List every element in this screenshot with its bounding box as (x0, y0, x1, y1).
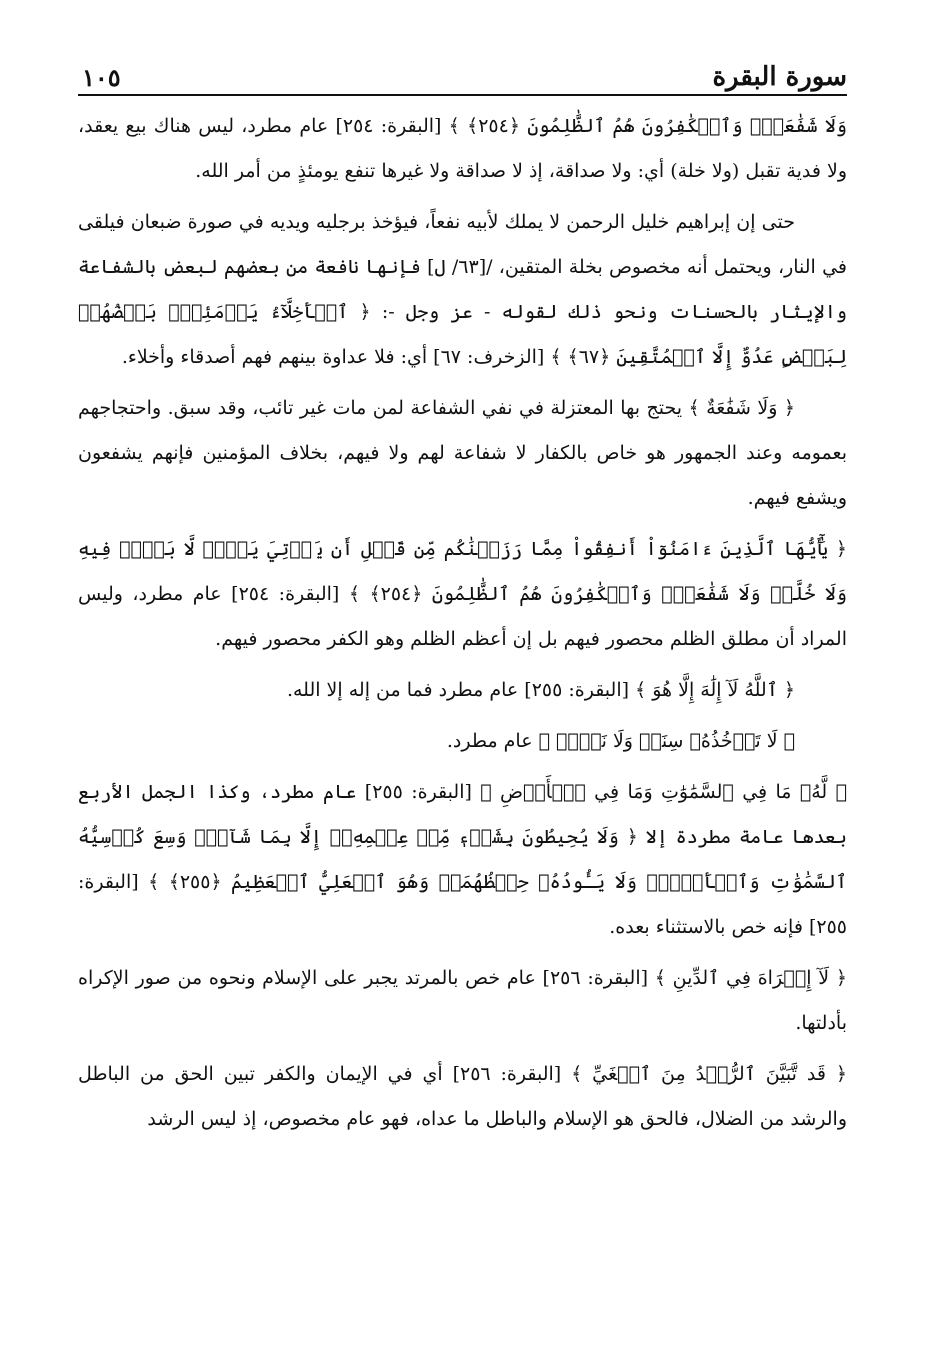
paragraph-8: ﴿ لَآ إِكۡرَاهَ فِي ٱلدِّينِ ﴾ [البقرة: ٢٥٦] عام خص بالمرتد يجبر على الإسلام ونحوه من صور الإكراه بأدلتها. (78, 967, 847, 1034)
paragraph-9: ﴿ قَد تَّبَيَّنَ ٱلرُّشۡدُ مِنَ ٱلۡغَيِّ ﴾ [البقرة: ٢٥٦] أي في الإيمان والكفر تبين الحق من الباطل والرشد من الضلال، فالحق هو الإسلام والباطل ما عداه، فهو عام مخصوص، إذ ليس الرشد (78, 1063, 847, 1130)
paragraph-4: ﴿ يَٰٓأَيُّهَا ٱلَّذِينَ ءَامَنُوٓاْ أَنفِقُواْ مِمَّا رَزَقۡنَٰكُم مِّن قَبۡلِ أَن يَأۡتِيَ يَوۡمٞ لَّا بَيۡعٞ فِيهِ وَلَا خُلَّةٞ وَلَا شَفَٰعَةٌۗ وَٱلۡكَٰفِرُونَ هُمُ ٱلظَّٰلِمُونَ ﴿٢٥٤﴾ ﴾ [البقرة: ٢٥٤] عام مطرد، وليس المراد أن مطلق الظلم محصور فيهم بل إن أعظم الظلم وهو الكفر محصور فيهم. (78, 538, 847, 650)
page-number: ١٠٥ (82, 63, 121, 92)
paragraph-1: وَلَا شَفَٰعَةٌۗ وَٱلۡكَٰفِرُونَ هُمُ ٱلظَّٰلِمُونَ ﴿٢٥٤﴾ ﴾ [البقرة: ٢٥٤] عام مطرد، ليس هناك بيع يعقد، ولا فدية تقبل (ولا خلة) أي: ولا صداقة، إذ لا صداقة ولا غيرها تنفع يومئذٍ من أمر الله. (78, 115, 847, 182)
paragraph-7: ﴿ لَّهُۥ مَا فِي ٱلسَّمَٰوَٰتِ وَمَا فِي ٱلۡأَرۡضِ ﴾ [البقرة: ٢٥٥] عام مطرد، وكذا الجمل الأربع بعدها عامة مطردة إلا ﴿ وَلَا يُحِيطُونَ بِشَيۡءٖ مِّنۡ عِلۡمِهِۦٓ إِلَّا بِمَا شَآءَۚ وَسِعَ كُرۡسِيُّهُ ٱلسَّمَٰوَٰتِ وَٱلۡأَرۡضَۖ وَلَا يَـُٔودُهُۥ حِفۡظُهُمَاۚ وَهُوَ ٱلۡعَلِيُّ ٱلۡعَظِيمُ ﴿٢٥٥﴾ ﴾ [البقرة: ٢٥٥] فإنه خص بالاستثناء بعده. (78, 781, 847, 938)
surah-title: سورة البقرة (712, 62, 847, 92)
page-header (78, 48, 847, 96)
paragraph-3: ﴿ وَلَا شَفَٰعَةٌ ﴾ يحتج بها المعتزلة في نفي الشفاعة لمن مات غير تائب، وقد سبق. واحتجاجهم بعمومه وعند الجمهور هو خاص بالكفار لا شفاعة لهم ولا فيهم، بخلاف المؤمنين فإنهم يشفعون ويشفع فيهم. (78, 397, 847, 509)
paragraph-6: ﴿ لَا تَأۡخُذُهُۥ سِنَةٞ وَلَا نَوۡمٞ ﴾ عام مطرد. (446, 730, 795, 752)
page-body (78, 104, 847, 1142)
paragraph-5: ﴿ ٱللَّهُ لَآ إِلَٰهَ إِلَّا هُوَ ﴾ [البقرة: ٢٥٥] عام مطرد فما من إله إلا الله. (286, 679, 795, 701)
paragraph-2: حتى إن إبراهيم خليل الرحمن لا يملك لأبيه نفعاً، فيؤخذ برجليه ويديه في صورة ضبعان فيلقى في النار، ويحتمل أنه مخصوص بخلة المتقين، /[٦٣/ ل] فإنها نافعة من بعضهم لبعض بالشفاعة والإيثار بالحسنات ونحو ذلك لقوله - عز وجل -: ﴿ ٱلۡأَخِلَّآءُ يَوۡمَئِذِۭ بَعۡضُهُمۡ لِبَعۡضٍ عَدُوٌّ إِلَّا ٱلۡمُتَّقِينَ ﴿٦٧﴾ ﴾ [الزخرف: ٦٧] أي: فلا عداوة بينهم فهم أصدقاء وأخلاء. (78, 211, 847, 368)
book-page (78, 48, 847, 1347)
